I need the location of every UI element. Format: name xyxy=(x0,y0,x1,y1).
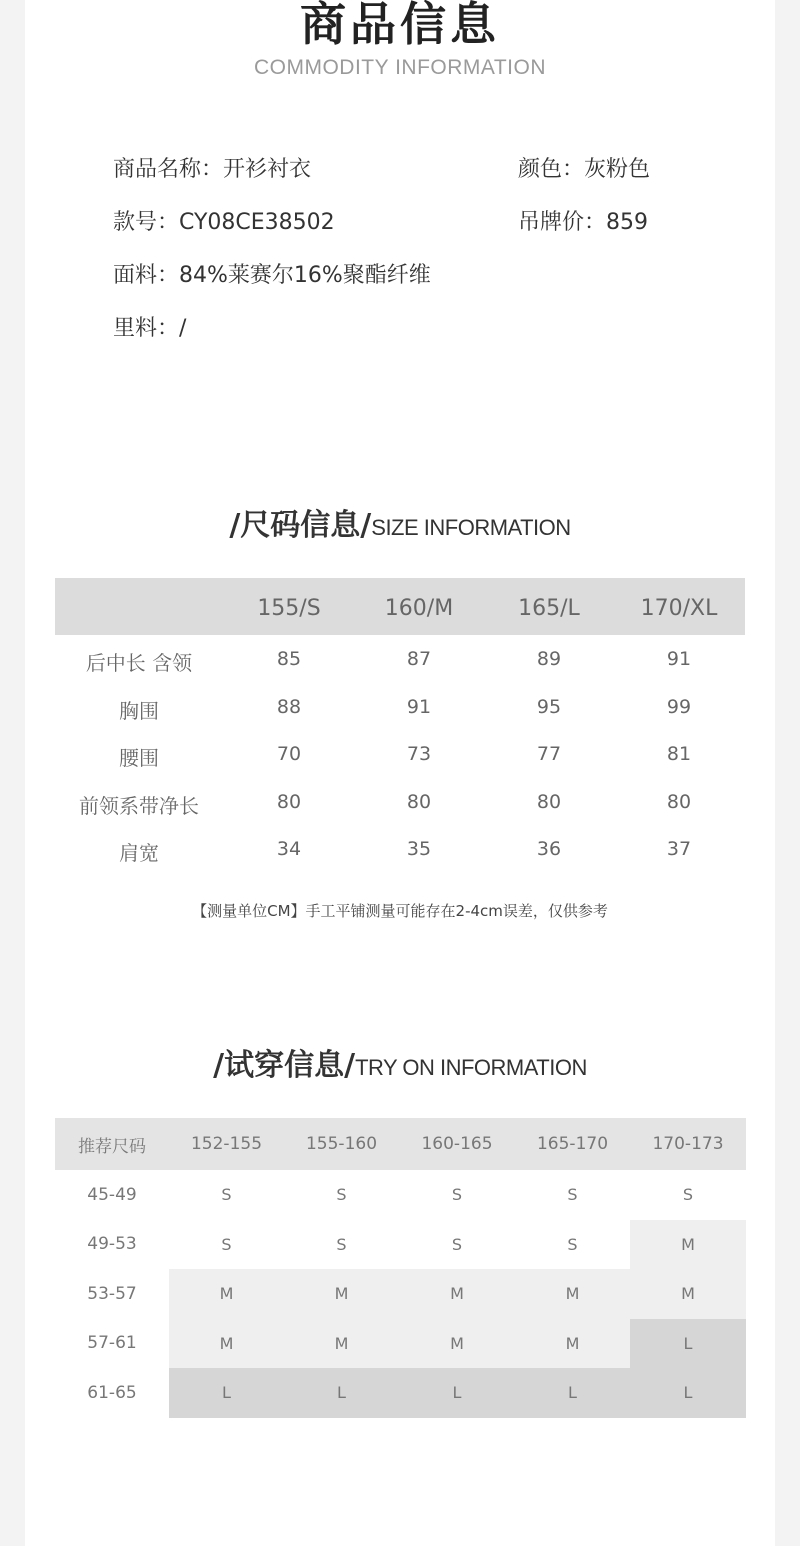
size-col-header: 165/L xyxy=(518,596,580,621)
tryon-size-cell: S xyxy=(284,1170,399,1220)
tryon-weight-label: 57-61 xyxy=(55,1319,169,1369)
tryon-size-cell: L xyxy=(284,1368,399,1418)
page-subtitle: COMMODITY INFORMATION xyxy=(253,56,547,79)
tryon-height-header: 165-170 xyxy=(515,1118,630,1170)
size-note: 【测量单位CM】手工平铺测量可能存在2-4cm误差，仅供参考 xyxy=(192,902,608,920)
size-row-label: 后中长 含领 xyxy=(85,651,193,675)
size-cell: 80 xyxy=(276,791,302,813)
size-cell: 99 xyxy=(666,696,692,718)
tryon-size-cell: M xyxy=(169,1319,284,1369)
tryon-size-cell: M xyxy=(515,1269,630,1319)
product-color: 颜色：灰粉色 xyxy=(518,157,651,182)
tryon-height-header: 160-165 xyxy=(399,1118,515,1170)
size-title-en: SIZE INFORMATION xyxy=(371,515,571,540)
tryon-size-cell: M xyxy=(284,1319,399,1369)
tryon-size-cell: L xyxy=(169,1368,284,1418)
size-col-header: 170/XL xyxy=(640,596,718,621)
tryon-size-cell: L xyxy=(515,1368,630,1418)
tryon-size-cell: S xyxy=(515,1220,630,1270)
tryon-size-cell: S xyxy=(630,1170,746,1220)
tryon-size-cell: S xyxy=(169,1220,284,1270)
tryon-weight-label: 61-65 xyxy=(55,1368,169,1418)
page-title: 商品信息 xyxy=(300,0,500,51)
tryon-size-cell: L xyxy=(630,1368,746,1418)
size-cell: 91 xyxy=(406,696,432,718)
tryon-height-header: 152-155 xyxy=(169,1118,284,1170)
tryon-weight-label: 53-57 xyxy=(55,1269,169,1319)
size-cell: 91 xyxy=(666,648,692,670)
tryon-size-cell: M xyxy=(169,1269,284,1319)
size-col-header: 155/S xyxy=(257,596,321,621)
size-cell: 89 xyxy=(536,648,562,670)
tryon-size-cell: M xyxy=(515,1319,630,1369)
tryon-height-header: 170-173 xyxy=(630,1118,746,1170)
tryon-size-cell: S xyxy=(515,1170,630,1220)
product-fabric: 面料：84%莱赛尔16%聚酯纤维 xyxy=(113,263,431,288)
size-cell: 77 xyxy=(536,743,562,765)
size-row-label: 肩宽 xyxy=(119,841,159,865)
size-cell: 34 xyxy=(276,838,302,860)
size-row-label: 腰围 xyxy=(119,746,159,770)
tryon-height-header: 155-160 xyxy=(284,1118,399,1170)
size-cell: 87 xyxy=(406,648,432,670)
tryon-size-cell: M xyxy=(399,1319,515,1369)
product-name: 商品名称：开衫衬衣 xyxy=(113,157,312,182)
product-price: 吊牌价：859 xyxy=(518,210,648,235)
size-row-label: 前领系带净长 xyxy=(79,794,199,818)
tryon-size-cell: S xyxy=(169,1170,284,1220)
tryon-size-cell: L xyxy=(630,1319,746,1369)
size-cell: 88 xyxy=(276,696,302,718)
size-cell: 73 xyxy=(406,743,432,765)
size-cell: 37 xyxy=(666,838,692,860)
product-lining: 里料：/ xyxy=(113,316,187,341)
tryon-size-cell: M xyxy=(284,1269,399,1319)
size-section-title xyxy=(0,500,800,544)
tryon-size-cell: M xyxy=(630,1220,746,1270)
tryon-corner-label: 推荐尺码 xyxy=(55,1118,169,1170)
size-cell: 95 xyxy=(536,696,562,718)
tryon-size-cell: M xyxy=(630,1269,746,1319)
size-cell: 70 xyxy=(276,743,302,765)
size-cell: 80 xyxy=(406,791,432,813)
tryon-section-title xyxy=(0,1040,800,1084)
size-cell: 36 xyxy=(536,838,562,860)
tryon-title-en: TRY ON INFORMATION xyxy=(355,1055,587,1080)
tryon-title-cn: /试穿信息/ xyxy=(213,1048,356,1083)
size-cell: 80 xyxy=(536,791,562,813)
tryon-size-cell: L xyxy=(399,1368,515,1418)
tryon-weight-label: 45-49 xyxy=(55,1170,169,1220)
tryon-size-cell: S xyxy=(399,1170,515,1220)
size-col-header: 160/M xyxy=(384,596,454,621)
tryon-size-cell: S xyxy=(284,1220,399,1270)
size-cell: 35 xyxy=(406,838,432,860)
size-row-label: 胸围 xyxy=(119,699,159,723)
tryon-size-cell: S xyxy=(399,1220,515,1270)
size-cell: 80 xyxy=(666,791,692,813)
product-style-no: 款号：CY08CE38502 xyxy=(113,210,335,235)
size-title-cn: /尺码信息/ xyxy=(229,508,372,543)
size-cell: 85 xyxy=(276,648,302,670)
tryon-size-cell: M xyxy=(399,1269,515,1319)
size-cell: 81 xyxy=(666,743,692,765)
tryon-weight-label: 49-53 xyxy=(55,1220,169,1270)
